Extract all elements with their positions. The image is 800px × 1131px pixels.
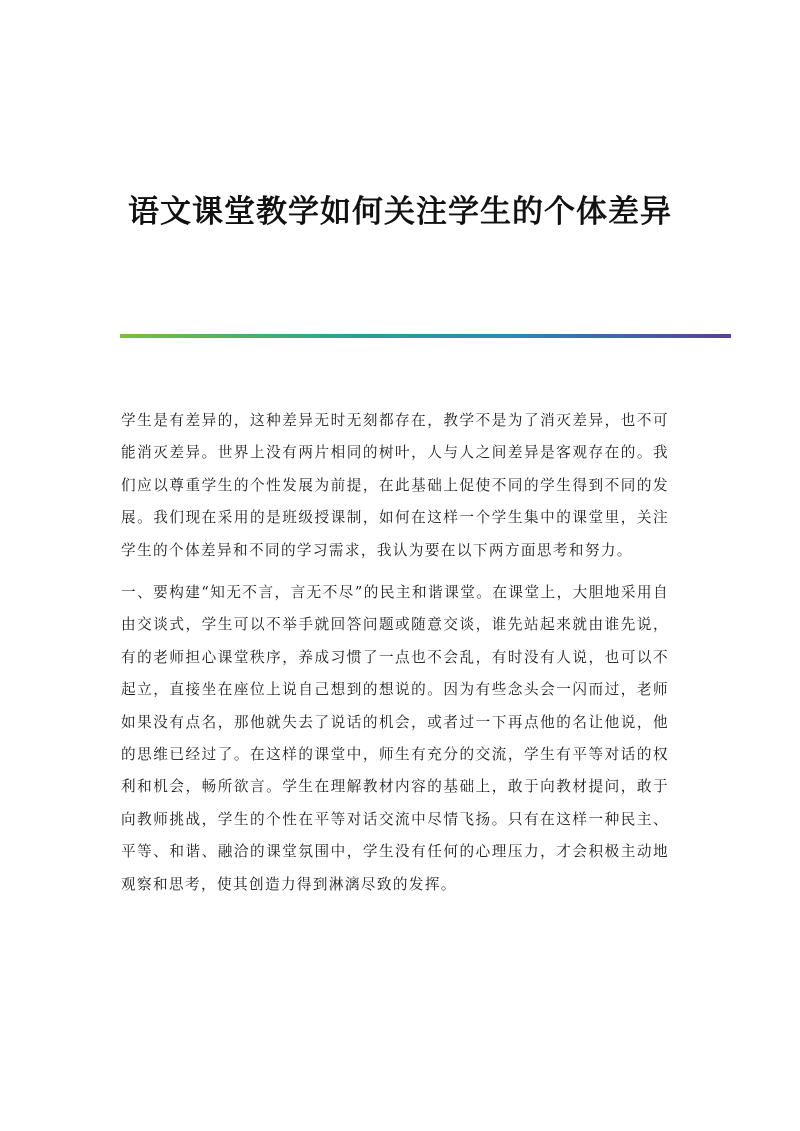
paragraph-intro: 学生是有差异的，这种差异无时无刻都存在，教学不是为了消灭差异，也不可能消灭差异。世界上没有两片相同的树叶，人与人之间差异是客观存在的。我们应以尊重学生的个性发展为前提，在此基础上促使不同的学生得到不同的发展。我们现在采用的是班级授课制，如何在这样一个学生集中的课堂里，关注学生的个体差异和不同的学习需求，我认为要在以下两方面思考和努力。 — [121, 412, 669, 559]
document-body — [121, 405, 669, 911]
paragraph-point-one: 一、要构建“知无不言，言无不尽”的民主和谐课堂。在课堂上，大胆地采用自由交谈式，学生可以不举手就回答问题或随意交谈，谁先站起来就由谁先说，有的老师担心课堂秩序，养成习惯了一点也不会乱，有时没有人说，也可以不起立，直接坐在座位上说自己想到的想说的。因为有些念头会一闪而过，老师如果没有点名，那他就失去了说话的机会，或者过一下再点他的名让他说，他的思维已经过了。在这样的课堂中，师生有充分的交流，学生有平等对话的权利和机会，畅所欲言。学生在理解教材内容的基础上，敢于向教材提问，敢于向教师挑战，学生的个性在平等对话交流中尽情飞扬。只有在这样一种民主、平等、和谐、融洽的课堂氛围中，学生没有任何的心理压力，才会积极主动地观察和思考，使其创造力得到淋漓尽致的发挥。 — [121, 584, 669, 893]
document-title: 语文课堂教学如何关注学生的个体差异 — [128, 194, 672, 230]
title-divider — [120, 334, 731, 338]
